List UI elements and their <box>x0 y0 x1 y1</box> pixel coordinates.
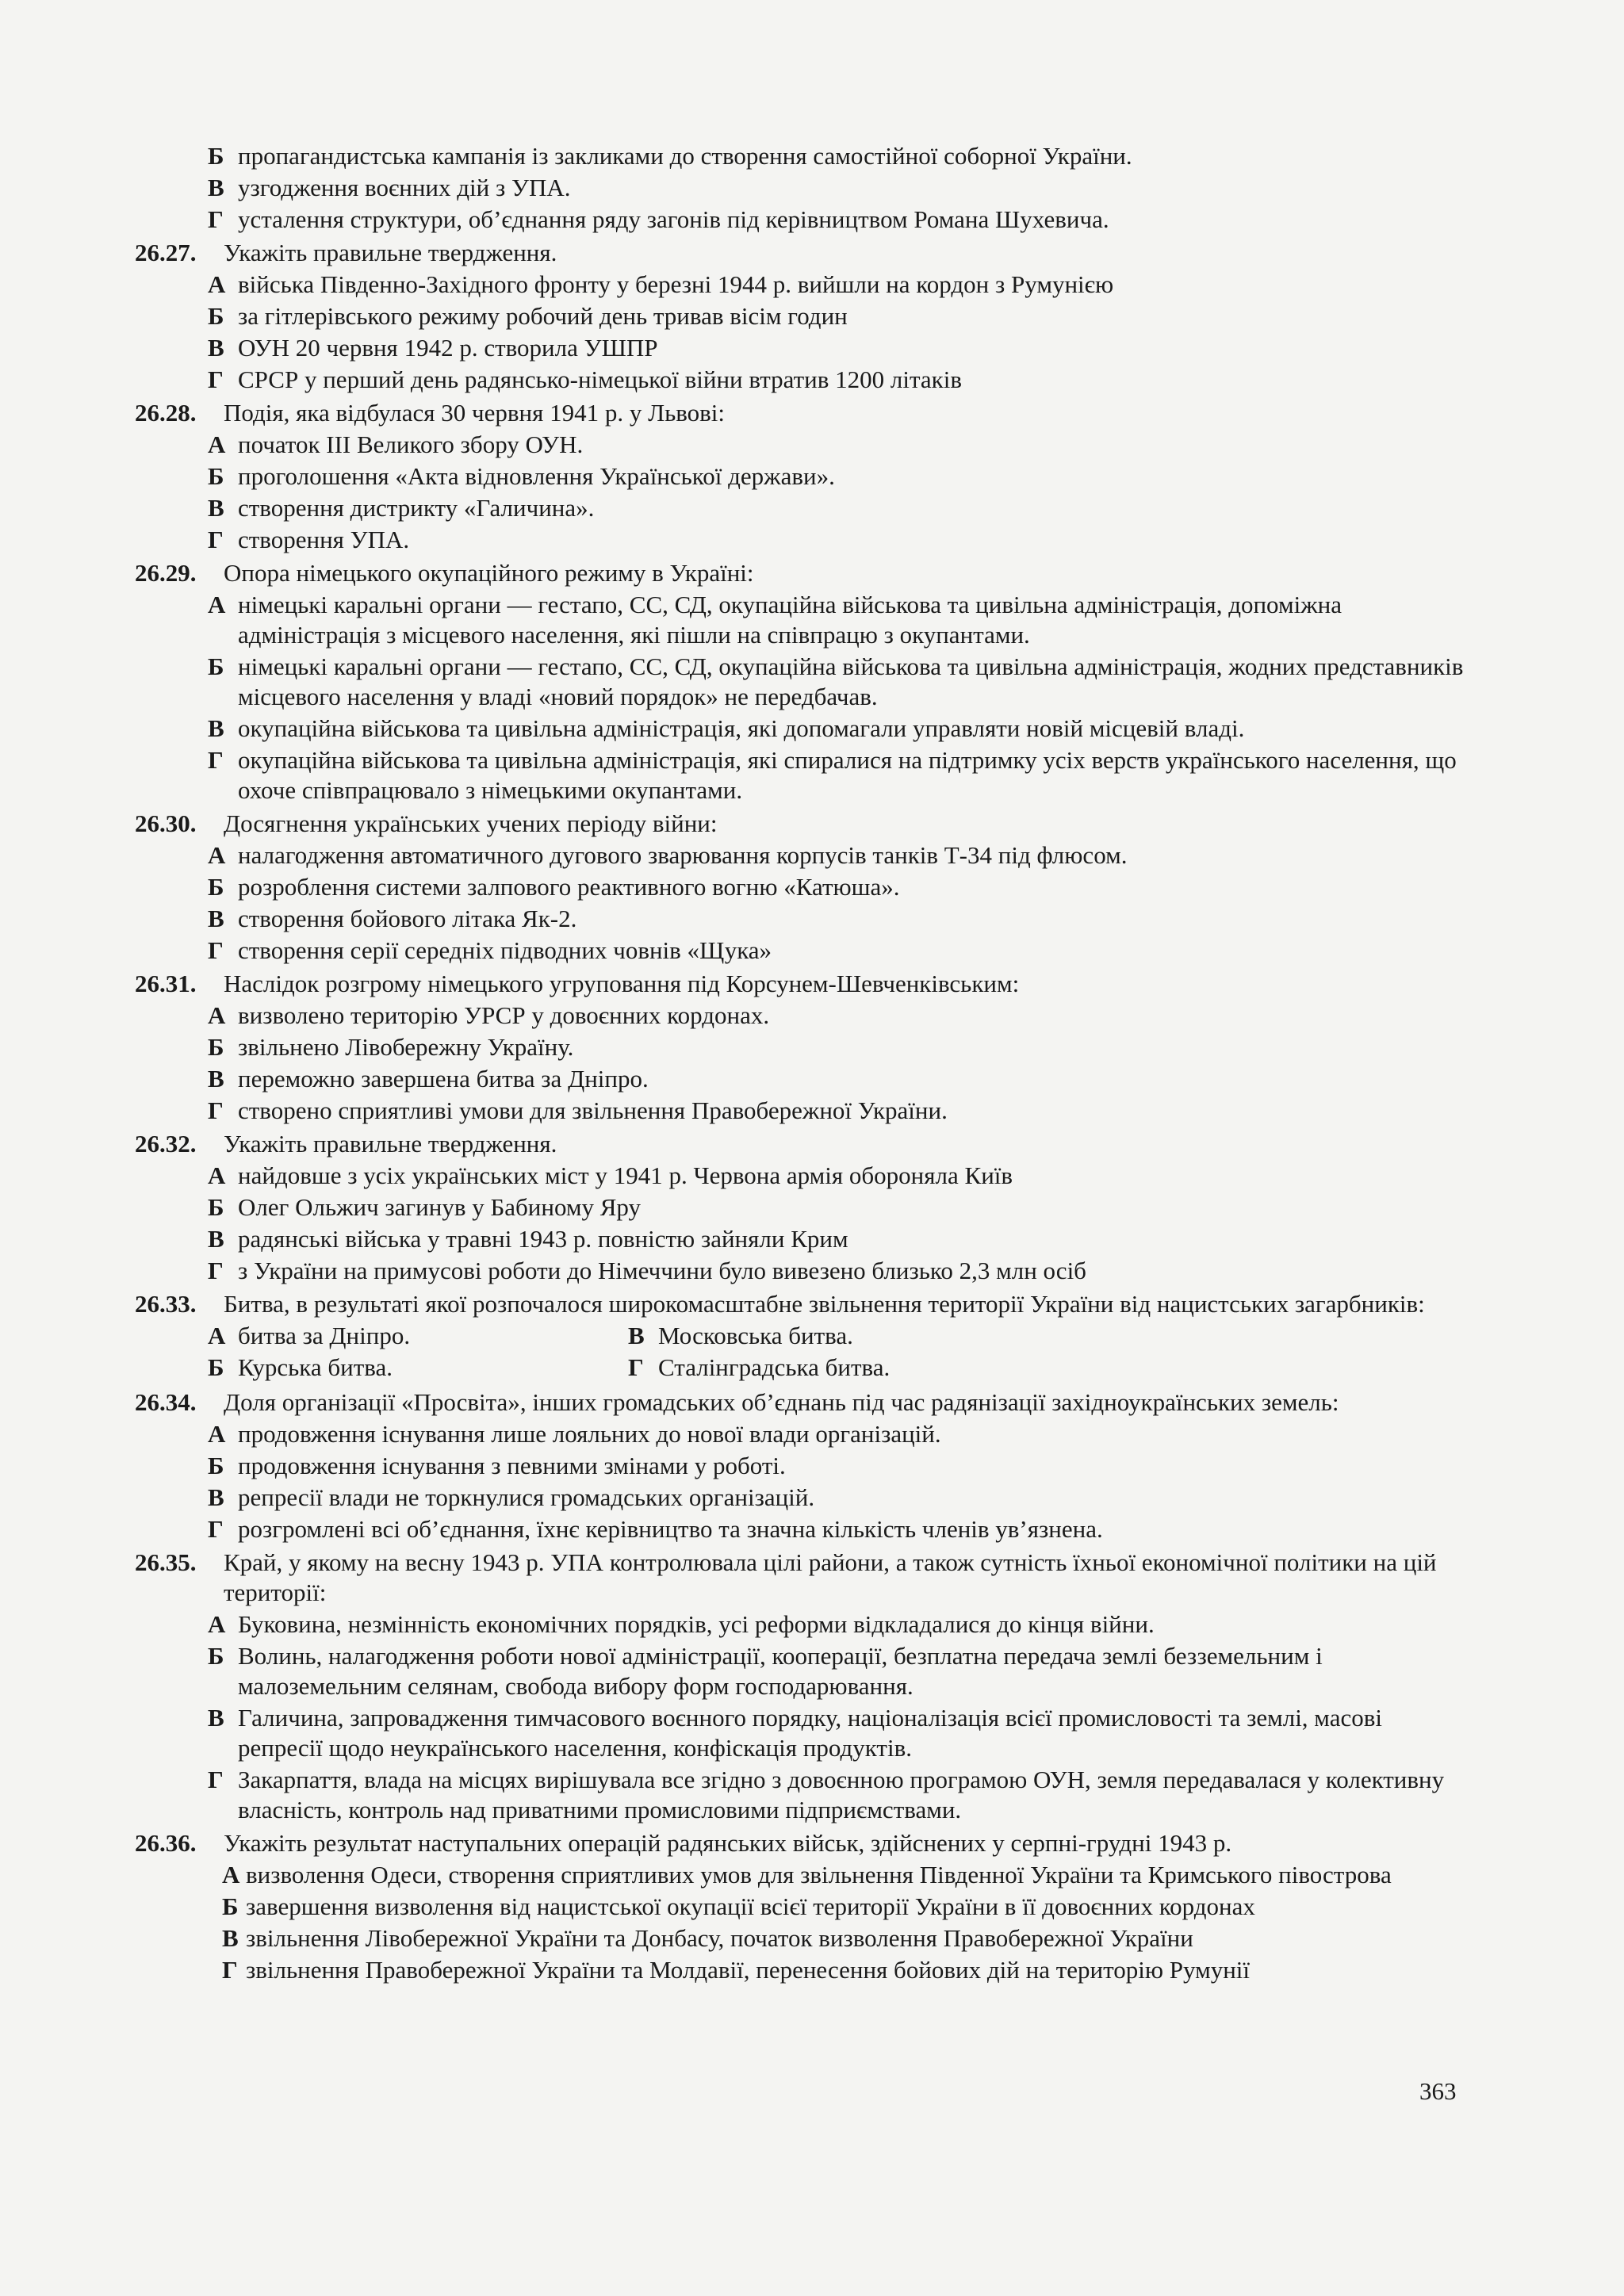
question-stem <box>135 558 1467 588</box>
answer-option <box>628 1353 1048 1383</box>
question-stem <box>135 1129 1467 1159</box>
option-letter: В <box>208 905 224 932</box>
option-text: усталення структури, об’єднання ряду загонів під керівництвом Романа Шухевича. <box>238 205 1109 233</box>
answer-option <box>208 840 1467 871</box>
option-text: створення бойового літака Як-2. <box>238 905 577 932</box>
answer-option <box>208 1703 1467 1763</box>
question-stem <box>135 238 1467 268</box>
question-text: Подія, яка відбулася 30 червня 1941 р. у Львові: <box>224 399 726 427</box>
option-text: узгодження воєнних дій з УПА. <box>238 174 571 201</box>
answer-option <box>628 1321 1048 1351</box>
answer-option <box>208 1161 1467 1191</box>
question <box>135 238 1467 395</box>
answer-option <box>208 1353 628 1383</box>
option-letter: Б <box>222 1892 239 1920</box>
question <box>135 1129 1467 1286</box>
question-text: Укажіть правильне твердження. <box>224 1130 557 1158</box>
answer-option <box>208 1001 1467 1031</box>
question-stem <box>135 809 1467 839</box>
option-text: звільнення Лівобережної України та Донбасу, початок визволення Правобережної України <box>246 1924 1193 1952</box>
option-text: Галичина, запровадження тимчасового воєнного порядку, націоналізація всієї промисловості та землі, масові репресії щодо неукраїнського населення, конфіскація продуктів. <box>238 1704 1382 1762</box>
option-text: проголошення «Акта відновлення Української держави». <box>238 462 835 490</box>
option-letter: А <box>208 1001 226 1029</box>
option-letter: В <box>208 334 224 362</box>
option-letter: Г <box>208 1766 224 1793</box>
option-letter: Г <box>208 746 224 774</box>
answer-option <box>222 1860 1467 1890</box>
option-text: німецькі каральні органи — гестапо, СС, СД, окупаційна військова та цивільна адміністрація, жодних представників місцевого населення у владі «новий порядок» не передбачав. <box>238 652 1464 710</box>
answer-option <box>208 745 1467 806</box>
question-number: 26.27. <box>135 239 197 266</box>
question-text: Укажіть правильне твердження. <box>224 239 557 266</box>
option-letter: В <box>208 174 224 201</box>
option-letter: А <box>208 1420 226 1448</box>
answer-option <box>208 1609 1467 1640</box>
question-number: 26.28. <box>135 399 197 427</box>
question-number: 26.30. <box>135 809 197 837</box>
option-letter: Г <box>208 936 224 964</box>
option-text: Курська битва. <box>238 1353 393 1381</box>
question <box>135 398 1467 555</box>
question-text: Битва, в результаті якої розпочалося широкомасштабне звільнення території України від нацистських загарбників: <box>224 1290 1425 1318</box>
carryover-options <box>135 141 1467 235</box>
answer-option <box>208 652 1467 712</box>
option-text: за гітлерівського режиму робочий день тривав вісім годин <box>238 302 848 330</box>
option-text: німецькі каральні органи — гестапо, СС, СД, окупаційна військова та цивільна адміністрація, допоміжна адміністрація з місцевого населення, які пішли на співпрацю з окупантами. <box>238 591 1342 649</box>
answer-option <box>208 904 1467 934</box>
question-number: 26.32. <box>135 1130 197 1158</box>
option-text: Московська битва. <box>658 1322 853 1349</box>
answer-option <box>208 1032 1467 1062</box>
option-text: битва за Дніпро. <box>238 1322 411 1349</box>
answer-option <box>222 1892 1467 1922</box>
option-letter: А <box>222 1861 240 1888</box>
answer-option <box>208 301 1467 331</box>
answer-option <box>208 333 1467 363</box>
option-letter: В <box>208 1704 224 1732</box>
answer-option <box>208 461 1467 492</box>
answer-option <box>208 1514 1467 1544</box>
question <box>135 809 1467 966</box>
question-text: Укажіть результат наступальних операцій радянських військ, здійснених у серпні-грудні 1943 р. <box>224 1829 1232 1857</box>
option-text: окупаційна військова та цивільна адміністрація, які спиралися на підтримку усіх верств українського населення, що охоче співпрацювало з німецькими окупантами. <box>238 746 1457 804</box>
question <box>135 1828 1467 1985</box>
option-letter: В <box>222 1924 239 1952</box>
questions-block-1 <box>135 238 1467 1286</box>
option-letter: Б <box>208 302 224 330</box>
question-stem <box>135 1548 1467 1608</box>
question <box>135 1548 1467 1825</box>
option-letter: В <box>628 1322 645 1349</box>
option-letter: Б <box>208 1193 224 1221</box>
answer-option <box>208 1192 1467 1223</box>
option-text: звільнено Лівобережну Україну. <box>238 1033 574 1061</box>
option-letter: Б <box>208 873 224 901</box>
answer-option <box>208 714 1467 744</box>
option-text: репресії влади не торкнулися громадських організацій. <box>238 1483 815 1511</box>
question-number: 26.33. <box>135 1290 197 1318</box>
option-text: продовження існування лише лояльних до нової влади організацій. <box>238 1420 941 1448</box>
option-letter: Г <box>628 1353 644 1381</box>
question-stem <box>135 398 1467 428</box>
option-letter: Б <box>208 652 224 680</box>
question-stem <box>135 1387 1467 1418</box>
option-text: створення УПА. <box>238 526 410 553</box>
question <box>135 558 1467 806</box>
option-letter: Г <box>208 1515 224 1543</box>
option-text: переможно завершена битва за Дніпро. <box>238 1065 649 1093</box>
question-number: 26.31. <box>135 970 197 997</box>
question-number: 26.29. <box>135 559 197 587</box>
question-stem <box>135 969 1467 999</box>
questions-block-2 <box>135 1387 1467 1985</box>
option-letter: Г <box>222 1956 238 1984</box>
question-text: Наслідок розгрому німецького угруповання під Корсунем-Шевченківським: <box>224 970 1020 997</box>
content <box>135 141 1467 1987</box>
option-text: визволено територію УРСР у довоєнних кордонах. <box>238 1001 770 1029</box>
answer-option <box>208 1096 1467 1126</box>
answer-option <box>208 173 1467 203</box>
option-text: з України на примусові роботи до Німеччини було вивезено близько 2,3 млн осіб <box>238 1257 1086 1284</box>
answer-option <box>222 1955 1467 1985</box>
option-letter: Г <box>208 1257 224 1284</box>
option-text: розроблення системи залпового реактивного вогню «Катюша». <box>238 873 900 901</box>
answer-option <box>208 430 1467 460</box>
answer-option <box>208 1419 1467 1449</box>
option-letter: А <box>208 1610 226 1638</box>
question-number: 26.36. <box>135 1829 197 1857</box>
question-stem <box>135 1828 1467 1858</box>
option-text: ОУН 20 червня 1942 р. створила УШПР <box>238 334 658 362</box>
option-letter: Б <box>208 462 224 490</box>
option-letter: А <box>208 841 226 869</box>
option-letter: А <box>208 270 226 298</box>
question-26-33 <box>135 1289 1467 1384</box>
answer-option <box>208 365 1467 395</box>
answer-option <box>208 1483 1467 1513</box>
option-letter: В <box>208 1225 224 1253</box>
answer-option <box>208 270 1467 300</box>
option-letter: В <box>208 494 224 522</box>
option-text: завершення визволення від нацистської окупації всієї території України в її довоєнних кордонах <box>246 1892 1255 1920</box>
option-text: створення серії середніх підводних човнів «Щука» <box>238 936 772 964</box>
question-number: 26.35. <box>135 1548 197 1576</box>
question-text: Край, у якому на весну 1943 р. УПА контролювала цілі райони, а також сутність їхньої економічної політики на цій території: <box>224 1548 1437 1606</box>
option-text: розгромлені всі об’єднання, їхнє керівництво та значна кількість членів ув’язнена. <box>238 1515 1103 1543</box>
option-letter: Б <box>208 1642 224 1670</box>
option-text: Волинь, налагодження роботи нової адміністрації, кооперації, безплатна передача землі безземельним і малоземельним селянам, свобода вибору форм господарювання. <box>238 1642 1323 1700</box>
option-text: радянські війська у травні 1943 р. повністю зайняли Крим <box>238 1225 848 1253</box>
options-columns <box>208 1321 1467 1384</box>
option-letter: А <box>208 1322 226 1349</box>
answer-option <box>208 1256 1467 1286</box>
option-text: Буковина, незмінність економічних порядків, усі реформи відкладалися до кінця війни. <box>238 1610 1155 1638</box>
option-text: створення дистрикту «Галичина». <box>238 494 595 522</box>
option-letter: Б <box>208 142 224 170</box>
answer-option <box>208 493 1467 523</box>
option-letter: Б <box>208 1033 224 1061</box>
option-text: Закарпаття, влада на місцях вирішувала все згідно з довоєнною програмою ОУН, земля передавалася у колективну власність, контроль над приватними промисловими підприємствами. <box>238 1766 1445 1823</box>
answer-option <box>222 1923 1467 1954</box>
answer-option <box>208 525 1467 555</box>
question-text: Досягнення українських учених періоду війни: <box>224 809 718 837</box>
option-letter: А <box>208 591 226 618</box>
question <box>135 1387 1467 1544</box>
question-text: Опора німецького окупаційного режиму в Україні: <box>224 559 754 587</box>
options-column-right <box>628 1321 1048 1384</box>
option-letter: А <box>208 1161 226 1189</box>
option-text: Олег Ольжич загинув у Бабиному Яру <box>238 1193 642 1221</box>
option-letter: А <box>208 430 226 458</box>
answer-option <box>208 1064 1467 1094</box>
option-letter: Г <box>208 205 224 233</box>
option-letter: В <box>208 714 224 742</box>
answer-option <box>208 872 1467 902</box>
answer-option <box>208 936 1467 966</box>
question-text: Доля організації «Просвіта», інших громадських об’єднань під час радянізації західноукраїнських земель: <box>224 1388 1339 1416</box>
question-stem <box>135 1289 1467 1319</box>
option-text: визволення Одеси, створення сприятливих умов для звільнення Південної України та Кримського півострова <box>246 1861 1392 1888</box>
option-text: окупаційна військова та цивільна адміністрація, які допомагали управляти новій місцевій владі. <box>238 714 1245 742</box>
answer-option <box>208 205 1467 235</box>
option-text: продовження існування з певними змінами у роботі. <box>238 1452 786 1479</box>
option-text: початок III Великого збору ОУН. <box>238 430 584 458</box>
answer-option <box>208 1641 1467 1701</box>
option-text: найдовше з усіх українських міст у 1941 р. Червона армія обороняла Київ <box>238 1161 1013 1189</box>
option-letter: Г <box>208 526 224 553</box>
option-text: війська Південно-Західного фронту у березні 1944 р. вийшли на кордон з Румунією <box>238 270 1114 298</box>
option-text: СРСР у перший день радянсько-німецької війни втратив 1200 літаків <box>238 365 962 393</box>
option-text: пропагандистська кампанія із закликами до створення самостійної соборної України. <box>238 142 1132 170</box>
answer-option <box>208 1224 1467 1254</box>
question-number: 26.34. <box>135 1388 197 1416</box>
answer-option <box>208 1451 1467 1481</box>
option-text: звільнення Правобережної України та Молдавії, перенесення бойових дій на територію Румунії <box>246 1956 1251 1984</box>
option-letter: Г <box>208 1096 224 1124</box>
page-number: 363 <box>1419 2077 1457 2105</box>
answer-option <box>208 1321 628 1351</box>
answer-option <box>208 141 1467 171</box>
option-text: створено сприятливі умови для звільнення Правобережної України. <box>238 1096 948 1124</box>
option-letter: В <box>208 1483 224 1511</box>
option-letter: Б <box>208 1353 224 1381</box>
option-letter: Б <box>208 1452 224 1479</box>
option-text: налагодження автоматичного дугового зварювання корпусів танків Т-34 під флюсом. <box>238 841 1128 869</box>
options-column-left <box>208 1321 628 1384</box>
option-letter: Г <box>208 365 224 393</box>
answer-option <box>208 590 1467 650</box>
option-text: Сталінградська битва. <box>658 1353 891 1381</box>
question <box>135 969 1467 1126</box>
option-letter: В <box>208 1065 224 1093</box>
answer-option <box>208 1765 1467 1825</box>
